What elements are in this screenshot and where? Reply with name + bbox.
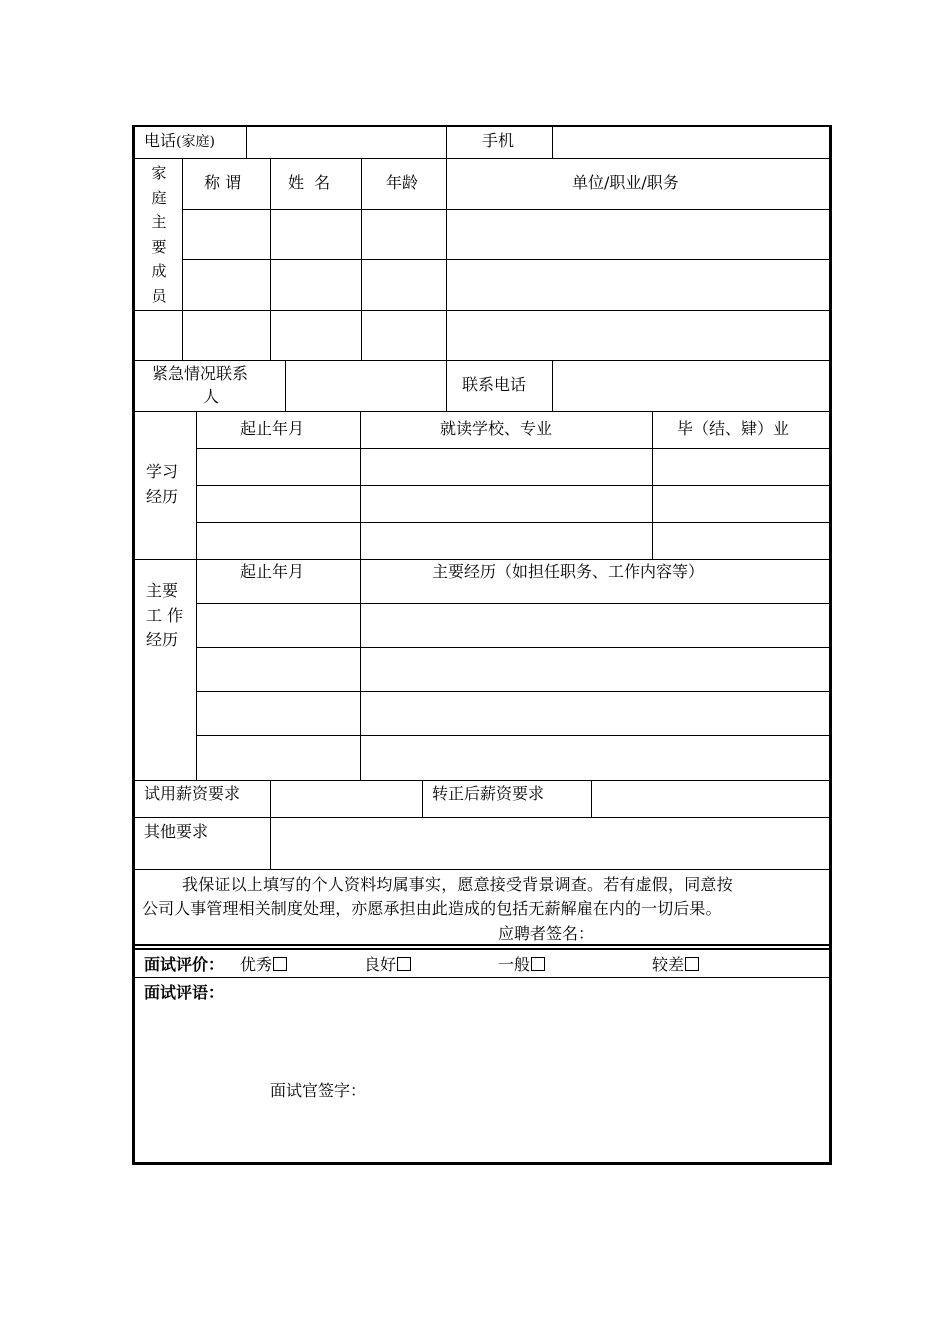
rule (135, 559, 829, 560)
emergency-contact-label-line2: 人 (203, 387, 220, 406)
rule (135, 869, 829, 870)
work-section-line1: 主要 (146, 581, 179, 600)
rule (182, 209, 829, 210)
family-section-label: 家 庭 主 要 成 员 (151, 164, 167, 305)
family-col-age: 年龄 (386, 173, 419, 192)
rule (285, 360, 286, 411)
rule (591, 780, 592, 817)
rule (196, 603, 829, 604)
mobile-label: 手机 (482, 131, 515, 150)
rule (552, 125, 553, 158)
rule (270, 780, 271, 869)
rating-option-average[interactable]: 一般 (498, 955, 545, 975)
rule (446, 125, 447, 158)
rule (196, 411, 197, 780)
rule (196, 691, 829, 692)
education-col-period: 起止年月 (240, 419, 305, 438)
rule (422, 780, 423, 817)
rule (361, 158, 362, 360)
declaration-line1: 我保证以上填写的个人资料均属事实，愿意接受背景调查。若有虚假，同意按 (182, 875, 733, 894)
rule (270, 158, 271, 360)
rule (196, 522, 829, 523)
form-border-right (829, 125, 832, 1165)
rating-option-poor[interactable]: 较差 (652, 955, 699, 975)
interview-evaluation-label: 面试评价： (144, 955, 225, 974)
education-col-graduation: 毕（结、肄）业 (677, 419, 790, 438)
form-border-bottom (132, 1162, 832, 1165)
form-border-top (132, 125, 832, 127)
form-border-left (132, 125, 135, 1165)
rule (246, 125, 247, 158)
emergency-phone-label: 联系电话 (462, 375, 527, 394)
regular-salary-label: 转正后薪资要求 (432, 784, 545, 803)
work-section-line2: 工 作 (146, 606, 184, 625)
rule (135, 360, 829, 361)
rule (135, 780, 829, 781)
education-section-line2: 经历 (146, 487, 179, 506)
checkbox-icon[interactable] (685, 957, 699, 971)
work-col-period: 起止年月 (240, 562, 305, 581)
rule (196, 735, 829, 736)
rule (652, 411, 653, 559)
family-col-employer: 单位/职业/职务 (572, 173, 679, 192)
home-phone-label: 电话(家庭) (144, 131, 215, 150)
education-section-line1: 学习 (146, 462, 179, 481)
rule (135, 158, 829, 159)
rule (182, 259, 829, 260)
interview-comment-label: 面试评语： (144, 983, 225, 1002)
rule (446, 360, 447, 411)
family-col-name: 姓 名 (288, 173, 331, 192)
rule (196, 647, 829, 648)
rule (182, 158, 183, 360)
education-col-school: 就读学校、专业 (440, 419, 553, 438)
rating-option-excellent[interactable]: 优秀 (240, 955, 287, 975)
rule (196, 485, 829, 486)
checkbox-icon[interactable] (531, 957, 545, 971)
rule (135, 310, 829, 311)
interviewer-signature-label: 面试官签字： (270, 1081, 367, 1100)
applicant-signature-label: 应聘者签名： (498, 924, 595, 943)
family-col-relation: 称 谓 (204, 173, 242, 192)
declaration-line2: 公司人事管理相关制度处理，亦愿承担由此造成的包括无薪解雇在内的一切后果。 (142, 899, 722, 918)
rule (135, 411, 829, 412)
rule (135, 817, 829, 818)
work-section-line3: 经历 (146, 630, 179, 649)
double-rule (135, 944, 829, 950)
rule (552, 360, 553, 411)
rule (360, 411, 361, 780)
work-col-experience: 主要经历（如担任职务、工作内容等） (432, 562, 705, 581)
emergency-contact-label-line1: 紧急情况联系 (152, 364, 249, 383)
rule (135, 977, 829, 978)
probation-salary-label: 试用薪资要求 (144, 784, 241, 803)
rating-option-good[interactable]: 良好 (364, 955, 411, 975)
checkbox-icon[interactable] (273, 957, 287, 971)
checkbox-icon[interactable] (397, 957, 411, 971)
application-form (132, 125, 833, 1165)
rule (446, 158, 447, 360)
rule (196, 448, 829, 449)
other-requirements-label: 其他要求 (144, 822, 209, 841)
